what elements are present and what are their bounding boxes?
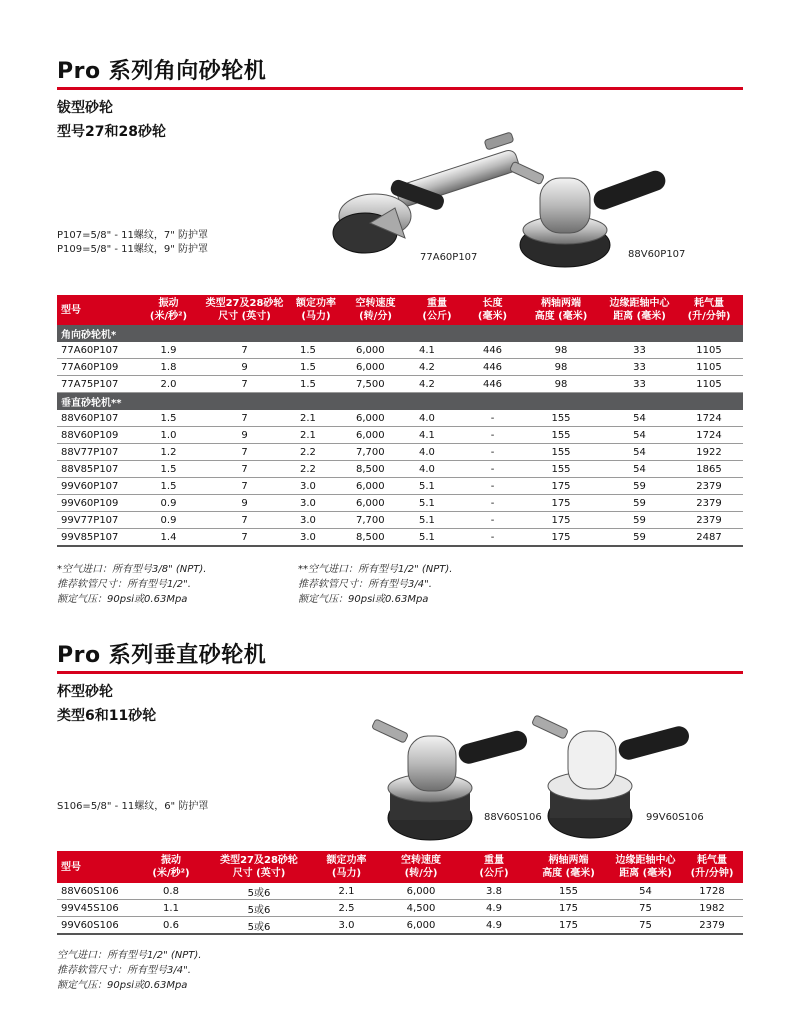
model-cell: 88V77P107 bbox=[57, 444, 136, 461]
value-cell: 7 bbox=[201, 461, 288, 478]
value-cell: 155 bbox=[518, 444, 604, 461]
thread-note-1: P107=5/8" - 11螺纹，7" 防护罩 bbox=[57, 230, 209, 241]
value-cell: 59 bbox=[604, 512, 675, 529]
value-cell: 8,500 bbox=[344, 529, 407, 547]
value-cell: 3.0 bbox=[288, 529, 344, 547]
value-cell: 3.0 bbox=[288, 495, 344, 512]
header2-side-to-center: 边缘距轴中心 距离 (毫米) bbox=[610, 851, 681, 883]
thread-note-2: P109=5/8" - 11螺纹，9" 防护罩 bbox=[57, 244, 209, 255]
section2-title: Pro 系列垂直砂轮机 bbox=[57, 643, 267, 668]
value-cell: 54 bbox=[610, 883, 681, 900]
value-cell: 4.2 bbox=[407, 376, 467, 393]
table-row bbox=[57, 917, 743, 935]
table-row bbox=[57, 512, 743, 529]
footnote-right-2: 推荐软管尺寸：所有型号3/4". bbox=[298, 579, 432, 590]
value-cell: 0.9 bbox=[136, 512, 201, 529]
table-row bbox=[57, 495, 743, 512]
table-row bbox=[57, 359, 743, 376]
value-cell: 4.0 bbox=[407, 444, 467, 461]
header2-free-speed: 空转速度 (转/分) bbox=[381, 851, 461, 883]
value-cell: 1.4 bbox=[136, 529, 201, 547]
footnote2-3: 额定气压：90psi或0.63Mpa bbox=[57, 980, 188, 991]
value-cell: 2487 bbox=[675, 529, 743, 547]
value-cell: 446 bbox=[467, 342, 518, 359]
section1-divider bbox=[57, 87, 743, 90]
value-cell: - bbox=[467, 427, 518, 444]
value-cell: - bbox=[467, 512, 518, 529]
value-cell: 98 bbox=[518, 342, 604, 359]
header2-wheel-size: 类型27及28砂轮 尺寸 (英寸) bbox=[206, 851, 312, 883]
value-cell: 1.0 bbox=[136, 427, 201, 444]
value-cell: 3.0 bbox=[288, 478, 344, 495]
value-cell: 1.5 bbox=[136, 461, 201, 478]
value-cell: - bbox=[467, 444, 518, 461]
model-cell: 99V60P109 bbox=[57, 495, 136, 512]
caption-88v60s106: 88V60S106 bbox=[484, 812, 542, 823]
value-cell: 4.0 bbox=[407, 461, 467, 478]
value-cell: 5或6 bbox=[206, 883, 312, 900]
group-row bbox=[57, 325, 743, 342]
value-cell: 155 bbox=[518, 461, 604, 478]
table-row bbox=[57, 900, 743, 917]
value-cell: 4.0 bbox=[407, 410, 467, 427]
header-vibration: 振动 (米/秒²) bbox=[136, 295, 201, 325]
table-row bbox=[57, 478, 743, 495]
value-cell: 2379 bbox=[675, 495, 743, 512]
value-cell: 33 bbox=[604, 342, 675, 359]
value-cell: 2.1 bbox=[288, 427, 344, 444]
header2-air-consumption: 耗气量 (升/分钟) bbox=[681, 851, 743, 883]
value-cell: 1.5 bbox=[288, 342, 344, 359]
value-cell: 1728 bbox=[681, 883, 743, 900]
value-cell: 33 bbox=[604, 376, 675, 393]
section1-subtitle-2: 型号27和28砂轮 bbox=[57, 124, 166, 140]
header-model: 型号 bbox=[57, 295, 136, 325]
value-cell: 7 bbox=[201, 376, 288, 393]
value-cell: 7 bbox=[201, 529, 288, 547]
footnote-right-3: 额定气压：90psi或0.63Mpa bbox=[298, 594, 429, 605]
value-cell: 9 bbox=[201, 427, 288, 444]
value-cell: 5或6 bbox=[206, 900, 312, 917]
value-cell: - bbox=[467, 495, 518, 512]
value-cell: 5或6 bbox=[206, 917, 312, 935]
header2-model: 型号 bbox=[57, 851, 136, 883]
section1-title: Pro 系列角向砂轮机 bbox=[57, 59, 267, 84]
value-cell: 4.9 bbox=[461, 917, 527, 935]
value-cell: - bbox=[467, 461, 518, 478]
header2-vibration: 振动 (米/秒²) bbox=[136, 851, 206, 883]
value-cell: 175 bbox=[518, 478, 604, 495]
model-cell: 88V60P109 bbox=[57, 427, 136, 444]
model-cell: 88V85P107 bbox=[57, 461, 136, 478]
footnotes-section2 bbox=[57, 948, 201, 993]
cup-grinder-image-88v bbox=[370, 718, 530, 843]
value-cell: 5.1 bbox=[407, 495, 467, 512]
value-cell: 155 bbox=[527, 883, 610, 900]
value-cell: 1105 bbox=[675, 342, 743, 359]
angle-grinder-image bbox=[335, 128, 535, 268]
value-cell: 1105 bbox=[675, 359, 743, 376]
section2-divider bbox=[57, 671, 743, 674]
value-cell: 2379 bbox=[681, 917, 743, 935]
value-cell: 446 bbox=[467, 376, 518, 393]
value-cell: 9 bbox=[201, 495, 288, 512]
value-cell: 1.5 bbox=[288, 376, 344, 393]
value-cell: 1982 bbox=[681, 900, 743, 917]
footnote2-2: 推荐软管尺寸：所有型号3/4". bbox=[57, 965, 191, 976]
table-row bbox=[57, 376, 743, 393]
footnotes-left bbox=[57, 562, 206, 607]
value-cell: 1.9 bbox=[136, 342, 201, 359]
model-cell: 88V60P107 bbox=[57, 410, 136, 427]
value-cell: 1922 bbox=[675, 444, 743, 461]
header2-weight: 重量 (公斤) bbox=[461, 851, 527, 883]
value-cell: 7 bbox=[201, 444, 288, 461]
value-cell: 4.2 bbox=[407, 359, 467, 376]
header-power: 额定功率 (马力) bbox=[288, 295, 344, 325]
caption-99v60s106: 99V60S106 bbox=[646, 812, 704, 823]
footnote-left-2: 推荐软管尺寸：所有型号1/2". bbox=[57, 579, 191, 590]
value-cell: - bbox=[467, 478, 518, 495]
value-cell: 175 bbox=[518, 529, 604, 547]
value-cell: 5.1 bbox=[407, 478, 467, 495]
value-cell: 2379 bbox=[675, 512, 743, 529]
value-cell: 98 bbox=[518, 376, 604, 393]
header-side-to-center: 边缘距轴中心 距离 (毫米) bbox=[604, 295, 675, 325]
section2-subtitle-2: 类型6和11砂轮 bbox=[57, 708, 157, 724]
section1-subtitle-1: 钹型砂轮 bbox=[57, 100, 113, 116]
header2-power: 额定功率 (马力) bbox=[312, 851, 381, 883]
header-air-consumption: 耗气量 (升/分钟) bbox=[675, 295, 743, 325]
value-cell: 2.1 bbox=[312, 883, 381, 900]
value-cell: 1.5 bbox=[136, 478, 201, 495]
value-cell: 1.2 bbox=[136, 444, 201, 461]
value-cell: 446 bbox=[467, 359, 518, 376]
value-cell: 6,000 bbox=[344, 410, 407, 427]
value-cell: 2379 bbox=[675, 478, 743, 495]
value-cell: 59 bbox=[604, 529, 675, 547]
value-cell: 175 bbox=[518, 512, 604, 529]
value-cell: 5.1 bbox=[407, 512, 467, 529]
value-cell: 175 bbox=[527, 900, 610, 917]
value-cell: 4.1 bbox=[407, 427, 467, 444]
value-cell: 98 bbox=[518, 359, 604, 376]
value-cell: 1.5 bbox=[136, 410, 201, 427]
header-weight: 重量 (公斤) bbox=[407, 295, 467, 325]
table-row bbox=[57, 427, 743, 444]
value-cell: 54 bbox=[604, 410, 675, 427]
value-cell: 6,000 bbox=[381, 883, 461, 900]
value-cell: 7,500 bbox=[344, 376, 407, 393]
model-cell: 99V45S106 bbox=[57, 900, 136, 917]
model-cell: 99V77P107 bbox=[57, 512, 136, 529]
header-height: 柄轴两端 高度 (毫米) bbox=[518, 295, 604, 325]
header-free-speed: 空转速度 (转/分) bbox=[344, 295, 407, 325]
model-cell: 99V60P107 bbox=[57, 478, 136, 495]
value-cell: 4.1 bbox=[407, 342, 467, 359]
value-cell: - bbox=[467, 410, 518, 427]
value-cell: 5.1 bbox=[407, 529, 467, 547]
value-cell: 1.8 bbox=[136, 359, 201, 376]
value-cell: 54 bbox=[604, 461, 675, 478]
value-cell: 4.9 bbox=[461, 900, 527, 917]
header-length: 长度 (毫米) bbox=[467, 295, 518, 325]
table-row bbox=[57, 410, 743, 427]
table-row bbox=[57, 883, 743, 900]
footnotes-right bbox=[298, 562, 452, 607]
value-cell: 6,000 bbox=[344, 478, 407, 495]
footnote-left-1: *空气进口：所有型号3/8" (NPT). bbox=[57, 564, 207, 575]
group-label: 角向砂轮机* bbox=[57, 325, 743, 342]
value-cell: 2.1 bbox=[288, 410, 344, 427]
thread-note-s106: S106=5/8" - 11螺纹，6" 防护罩 bbox=[57, 801, 209, 812]
spec-table-1 bbox=[57, 295, 743, 547]
value-cell: 7,700 bbox=[344, 512, 407, 529]
value-cell: 6,000 bbox=[344, 495, 407, 512]
spec-table-1-body bbox=[57, 325, 743, 546]
value-cell: 9 bbox=[201, 359, 288, 376]
footnote-left-3: 额定气压：90psi或0.63Mpa bbox=[57, 594, 188, 605]
group-row bbox=[57, 393, 743, 410]
model-cell: 99V85P107 bbox=[57, 529, 136, 547]
value-cell: 155 bbox=[518, 410, 604, 427]
value-cell: 6,000 bbox=[381, 917, 461, 935]
value-cell: 1105 bbox=[675, 376, 743, 393]
value-cell: 1724 bbox=[675, 427, 743, 444]
model-cell: 77A60P109 bbox=[57, 359, 136, 376]
model-cell: 88V60S106 bbox=[57, 883, 136, 900]
caption-77a60p107: 77A60P107 bbox=[420, 252, 478, 263]
value-cell: 7 bbox=[201, 512, 288, 529]
value-cell: 6,000 bbox=[344, 359, 407, 376]
value-cell: 54 bbox=[604, 444, 675, 461]
spec-table-2 bbox=[57, 851, 743, 935]
section2-subtitle-1: 杯型砂轮 bbox=[57, 684, 113, 700]
value-cell: 2.5 bbox=[312, 900, 381, 917]
value-cell: 7 bbox=[201, 410, 288, 427]
value-cell: 3.0 bbox=[288, 512, 344, 529]
value-cell: 75 bbox=[610, 917, 681, 935]
value-cell: - bbox=[467, 529, 518, 547]
value-cell: 33 bbox=[604, 359, 675, 376]
group-label: 垂直砂轮机** bbox=[57, 393, 743, 410]
value-cell: 7 bbox=[201, 342, 288, 359]
table-row bbox=[57, 461, 743, 478]
value-cell: 6,000 bbox=[344, 342, 407, 359]
value-cell: 2.2 bbox=[288, 444, 344, 461]
model-cell: 77A75P107 bbox=[57, 376, 136, 393]
value-cell: 0.9 bbox=[136, 495, 201, 512]
value-cell: 2.2 bbox=[288, 461, 344, 478]
value-cell: 54 bbox=[604, 427, 675, 444]
header-wheel-size: 类型27及28砂轮 尺寸 (英寸) bbox=[201, 295, 288, 325]
value-cell: 8,500 bbox=[344, 461, 407, 478]
value-cell: 3.0 bbox=[312, 917, 381, 935]
value-cell: 75 bbox=[610, 900, 681, 917]
value-cell: 175 bbox=[518, 495, 604, 512]
value-cell: 0.6 bbox=[136, 917, 206, 935]
value-cell: 7 bbox=[201, 478, 288, 495]
value-cell: 59 bbox=[604, 478, 675, 495]
table-row bbox=[57, 444, 743, 461]
value-cell: 2.0 bbox=[136, 376, 201, 393]
value-cell: 59 bbox=[604, 495, 675, 512]
model-cell: 77A60P107 bbox=[57, 342, 136, 359]
footnote-right-1: **空气进口：所有型号1/2" (NPT). bbox=[298, 564, 453, 575]
spec-table-2-body bbox=[57, 883, 743, 934]
table-row bbox=[57, 529, 743, 547]
footnote2-1: 空气进口：所有型号1/2" (NPT). bbox=[57, 950, 202, 961]
header2-height: 柄轴两端 高度 (毫米) bbox=[527, 851, 610, 883]
value-cell: 175 bbox=[527, 917, 610, 935]
value-cell: 155 bbox=[518, 427, 604, 444]
value-cell: 1724 bbox=[675, 410, 743, 427]
value-cell: 1.5 bbox=[288, 359, 344, 376]
caption-88v60p107: 88V60P107 bbox=[628, 249, 686, 260]
value-cell: 1.1 bbox=[136, 900, 206, 917]
value-cell: 0.8 bbox=[136, 883, 206, 900]
value-cell: 4,500 bbox=[381, 900, 461, 917]
value-cell: 1865 bbox=[675, 461, 743, 478]
model-cell: 99V60S106 bbox=[57, 917, 136, 935]
value-cell: 7,700 bbox=[344, 444, 407, 461]
value-cell: 6,000 bbox=[344, 427, 407, 444]
table-row bbox=[57, 342, 743, 359]
value-cell: 3.8 bbox=[461, 883, 527, 900]
